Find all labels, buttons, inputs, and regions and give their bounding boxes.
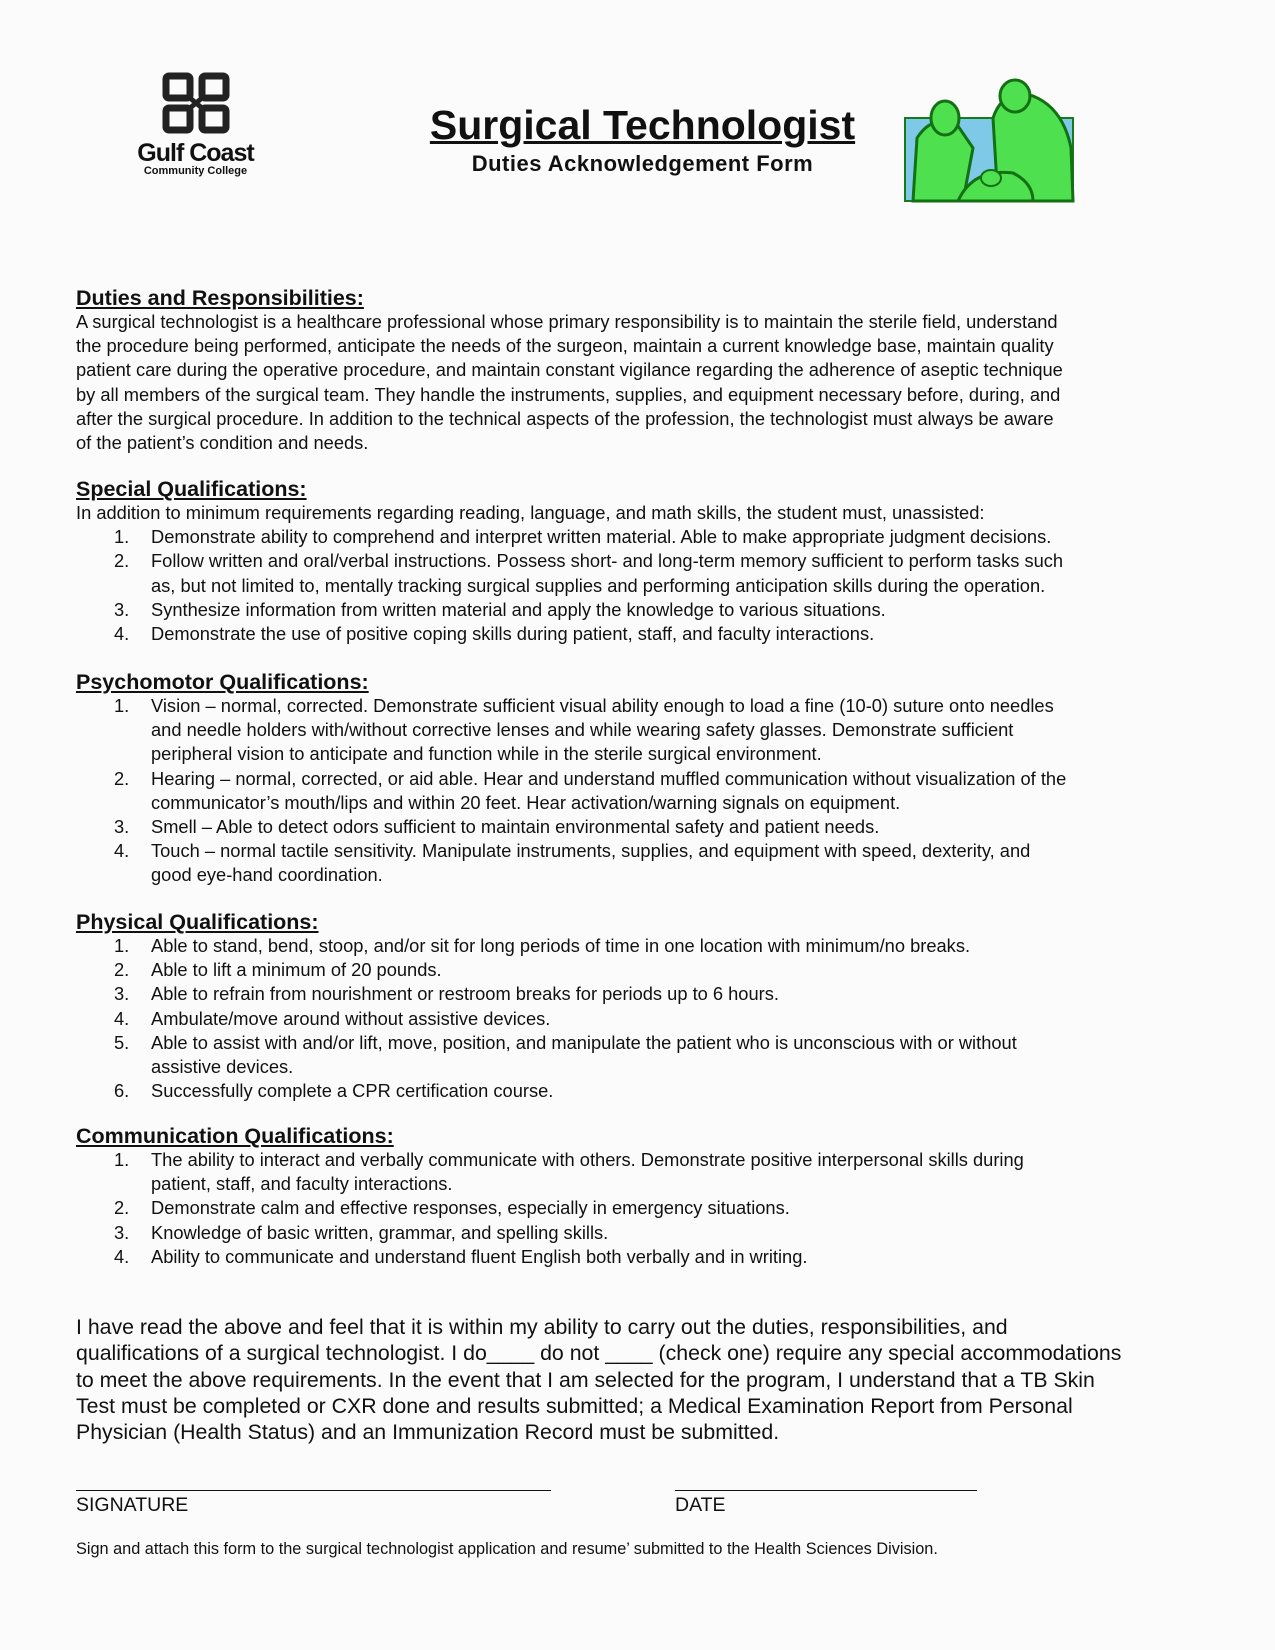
list-item-text: assistive devices. bbox=[151, 1056, 294, 1078]
list-number: 2. bbox=[114, 550, 130, 572]
section-heading: Duties and Responsibilities: bbox=[76, 286, 364, 310]
list-item bbox=[76, 1196, 1216, 1220]
list-item bbox=[76, 1221, 1216, 1245]
college-logo bbox=[128, 72, 263, 187]
list-item bbox=[76, 1079, 1216, 1103]
signature-line[interactable] bbox=[76, 1490, 551, 1491]
list-item bbox=[76, 1245, 1216, 1269]
logo-subtitle: Community College bbox=[143, 165, 248, 177]
list-number: 1. bbox=[114, 695, 130, 716]
list-item bbox=[76, 982, 1216, 1006]
list-item-text: Demonstrate ability to comprehend and interpret written material. Able to make appropriate judgment decisions. bbox=[151, 526, 1052, 548]
acknowledgement-line: Test must be completed or CXR done and results submitted; a Medical Examination Report from Personal bbox=[76, 1393, 1073, 1418]
list-item-text: Able to assist with and/or lift, move, position, and manipulate the patient who is unconscious with or without bbox=[151, 1031, 1017, 1053]
list-item-text: The ability to interact and verbally communicate with others. Demonstrate positive interpersonal skills during bbox=[151, 1149, 1024, 1170]
list-number: 3. bbox=[114, 983, 130, 1005]
list-item bbox=[76, 815, 1216, 839]
list-item bbox=[76, 1031, 1216, 1079]
list-item-text: Follow written and oral/verbal instructions. Possess short- and long-term memory sufficient to perform tasks such bbox=[151, 550, 1064, 572]
section-heading: Physical Qualifications: bbox=[76, 910, 319, 934]
acknowledgement-line: Physician (Health Status) and an Immunization Record must be submitted. bbox=[76, 1420, 780, 1445]
list-item-text: Synthesize information from written material and apply the knowledge to various situations. bbox=[151, 598, 886, 620]
list-item-text: Hearing – normal, corrected, or aid able. Hear and understand muffled communication without visualization of the bbox=[151, 767, 1067, 789]
list-item bbox=[76, 598, 1216, 622]
surgeons-clipart-icon bbox=[903, 78, 1077, 203]
section-duties bbox=[76, 286, 1216, 455]
list-item bbox=[76, 839, 1216, 887]
paragraph-line: patient care during the operative procedure, and maintain constant vigilance regarding the adherence of aseptic technique bbox=[76, 359, 1063, 381]
list-item-text: as, but not limited to, mentally tracking surgical supplies and performing anticipation skills during the operation. bbox=[151, 574, 1046, 596]
list-number: 4. bbox=[114, 840, 130, 862]
list-number: 4. bbox=[114, 623, 130, 645]
list-number: 2. bbox=[114, 959, 130, 981]
list-item-text: Touch – normal tactile sensitivity. Manipulate instruments, supplies, and equipment with speed, dexterity, and bbox=[151, 840, 1031, 862]
form-header bbox=[380, 100, 905, 178]
section-heading: Special Qualifications: bbox=[76, 477, 307, 501]
list-item-text: Smell – Able to detect odors sufficient to maintain environmental safety and patient needs. bbox=[151, 816, 880, 838]
section-heading: Communication Qualifications: bbox=[76, 1124, 394, 1148]
section-physical bbox=[76, 910, 1216, 1103]
list-item-text: Able to stand, bend, stoop, and/or sit for long periods of time in one location with minimum/no breaks. bbox=[151, 935, 971, 956]
list-item bbox=[76, 525, 1216, 549]
date-label: DATE bbox=[675, 1494, 726, 1516]
list-item-text: Ability to communicate and understand fluent English both verbally and in writing. bbox=[151, 1245, 808, 1267]
list-number: 2. bbox=[114, 767, 130, 789]
paragraph-line: of the patient’s condition and needs. bbox=[76, 432, 369, 454]
list-item-text: Able to refrain from nourishment or restroom breaks for periods up to 6 hours. bbox=[151, 983, 779, 1005]
acknowledgement-line: I have read the above and feel that it is within my ability to carry out the duties, responsibilities, and bbox=[76, 1315, 1008, 1339]
section-communication bbox=[76, 1124, 1216, 1269]
page-subtitle: Duties Acknowledgement Form bbox=[471, 151, 814, 176]
list-number: 1. bbox=[114, 1149, 130, 1170]
list-number: 3. bbox=[114, 1221, 130, 1243]
list-number: 6. bbox=[114, 1080, 130, 1102]
list-number: 1. bbox=[114, 935, 130, 956]
list-item-text: communicator’s mouth/lips and within 20 feet. Hear activation/warning signals on equipment. bbox=[151, 791, 901, 813]
paragraph-line: the procedure being performed, anticipate the needs of the surgeon, maintain a current knowledge base, maintain quality bbox=[76, 335, 1054, 357]
list-item bbox=[76, 1007, 1216, 1031]
list-item bbox=[76, 694, 1216, 767]
list-number: 5. bbox=[114, 1031, 130, 1053]
paragraph-line: A surgical technologist is a healthcare professional whose primary responsibility is to maintain the sterile field, understand bbox=[76, 311, 1058, 332]
list-item bbox=[76, 934, 1216, 958]
section-special bbox=[76, 477, 1216, 646]
list-number: 2. bbox=[114, 1197, 130, 1219]
section-heading: Psychomotor Qualifications: bbox=[76, 670, 369, 694]
list-item-text: Ambulate/move around without assistive devices. bbox=[151, 1007, 551, 1029]
list-item-text: Successfully complete a CPR certification course. bbox=[151, 1080, 554, 1102]
list-item bbox=[76, 622, 1216, 646]
footer-note: Sign and attach this form to the surgical technologist application and resume’ submitted to the Health Sciences Division. bbox=[76, 1540, 938, 1558]
list-number: 4. bbox=[114, 1245, 130, 1267]
list-item-text: patient, staff, and faculty interactions. bbox=[151, 1173, 453, 1195]
page-title: Surgical Technologist bbox=[429, 102, 856, 148]
list-item bbox=[76, 958, 1216, 982]
list-item-text: and needle holders with/without corrective lenses and while wearing safety glasses. Demonstrate sufficient bbox=[151, 719, 1014, 741]
list-item bbox=[76, 1148, 1216, 1196]
list-item bbox=[76, 549, 1216, 597]
list-item-text: Demonstrate calm and effective responses, especially in emergency situations. bbox=[151, 1197, 790, 1219]
list-item-text: Able to lift a minimum of 20 pounds. bbox=[151, 959, 442, 981]
list-item-text: peripheral vision to anticipate and function while in the sterile surgical environment. bbox=[151, 743, 822, 765]
list-item-text: Knowledge of basic written, grammar, and spelling skills. bbox=[151, 1221, 609, 1243]
list-item-text: good eye-hand coordination. bbox=[151, 864, 383, 886]
paragraph-line: after the surgical procedure. In addition to the technical aspects of the profession, the technologist must always be aware bbox=[76, 407, 1054, 429]
paragraph-line: In addition to minimum requirements regarding reading, language, and math skills, the student must, unassisted: bbox=[76, 502, 985, 523]
logo-name: Gulf Coast bbox=[137, 139, 254, 167]
list-item-text: Vision – normal, corrected. Demonstrate sufficient visual ability enough to load a fine (10-0) suture onto needles bbox=[151, 695, 1054, 716]
paragraph-line: by all members of the surgical team. They handle the instruments, supplies, and equipment necessary before, during, and bbox=[76, 383, 1061, 405]
list-number: 1. bbox=[114, 526, 130, 548]
acknowledgement-line: to meet the above requirements. In the event that I am selected for the program, I understand that a TB Skin bbox=[76, 1367, 1095, 1392]
date-line[interactable] bbox=[675, 1490, 977, 1491]
list-number: 4. bbox=[114, 1007, 130, 1029]
signature-label: SIGNATURE bbox=[76, 1494, 189, 1516]
list-item bbox=[76, 767, 1216, 815]
logo-mark-icon bbox=[162, 72, 230, 134]
list-number: 3. bbox=[114, 816, 130, 838]
list-item-text: Demonstrate the use of positive coping skills during patient, staff, and faculty interactions. bbox=[151, 623, 875, 645]
acknowledgement-statement bbox=[76, 1314, 1121, 1445]
section-psychomotor bbox=[76, 670, 1216, 888]
acknowledgement-line: qualifications of a surgical technologist. I do____ do not ____ (check one) require any special accommodations bbox=[76, 1341, 1122, 1366]
list-number: 3. bbox=[114, 598, 130, 620]
